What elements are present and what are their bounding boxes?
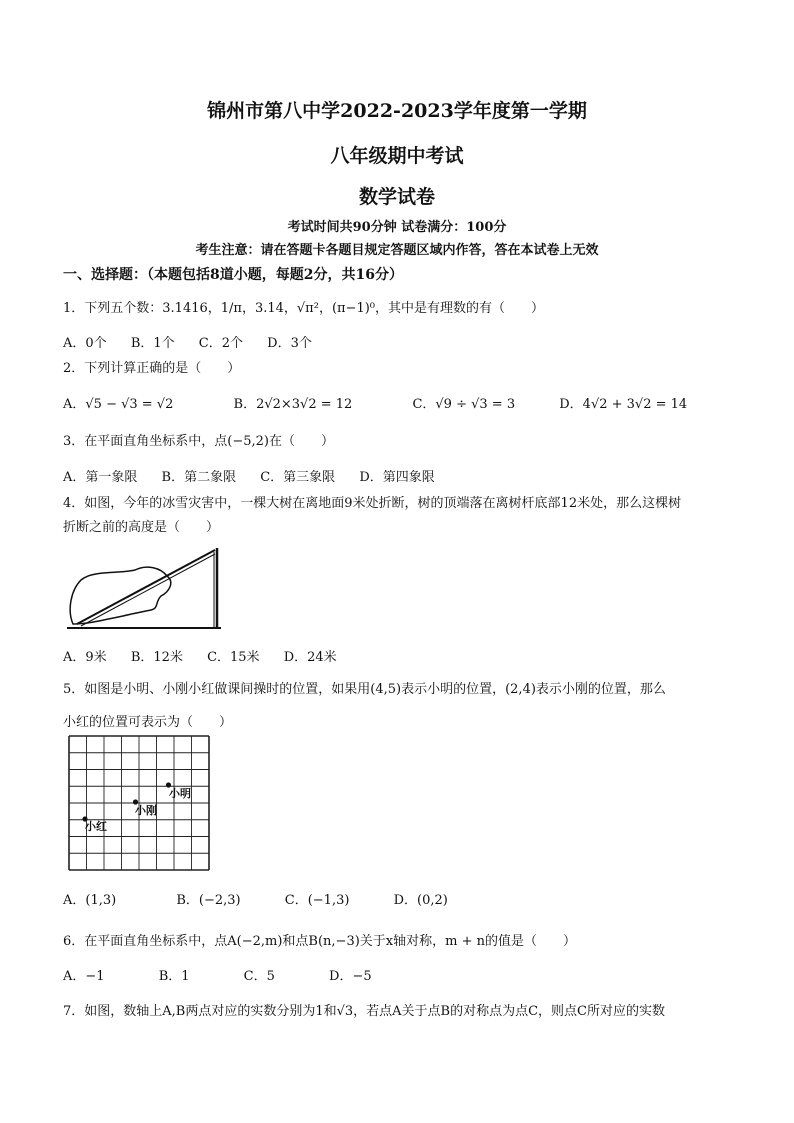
option-d: D．(0,2) xyxy=(393,893,448,908)
option-b: B．12米 xyxy=(130,650,183,665)
option-b: B．2√2×3√2 = 12 xyxy=(233,397,353,412)
option-c: C．5 xyxy=(243,969,275,984)
question-4-line1: 4．如图，今年的冰雪灾害中，一棵大树在离地面9米处折断，树的顶端落在离树杆底部12米处，那么这棵树 xyxy=(63,496,682,511)
question-2-options xyxy=(63,393,707,412)
section-heading: 一、选择题：（本题包括8道小题，每题2分，共16分） xyxy=(63,267,403,283)
question-5-line2: 小红的位置可表示为（ ） xyxy=(63,715,233,730)
xiaohong-label: 小红 xyxy=(85,820,107,833)
question-3-options xyxy=(63,466,455,485)
question-1-options xyxy=(63,332,332,351)
notice: 考生注意：请在答题卡各题目规定答题区域内作答，答在本试卷上无效 xyxy=(195,243,599,258)
exam-title: 八年级期中考试 xyxy=(330,145,464,167)
option-d: D．3个 xyxy=(267,336,312,351)
option-c: C．2个 xyxy=(198,336,243,351)
question-4-line2: 折断之前的高度是（ ） xyxy=(63,520,220,535)
option-d: D．24米 xyxy=(283,650,337,665)
option-b: B．1个 xyxy=(130,336,175,351)
time-info: 考试时间共90分钟 试卷满分：100分 xyxy=(287,220,507,235)
option-a: A．第一象限 xyxy=(63,470,138,485)
option-d: D．−5 xyxy=(329,969,372,984)
school-title: 锦州市第八中学2022-2023学年度第一学期 xyxy=(207,100,587,122)
broken-tree-figure xyxy=(63,540,228,636)
question-3: 3．在平面直角坐标系中，点(−5,2)在（ ） xyxy=(63,434,334,449)
position-grid-figure xyxy=(68,735,210,871)
option-c: C．(−1,3) xyxy=(284,893,350,908)
xiaoming-label: 小明 xyxy=(169,787,191,800)
option-b: B．第二象限 xyxy=(161,470,237,485)
option-c: C．第三象限 xyxy=(260,470,336,485)
option-d: D．4√2 + 3√2 = 14 xyxy=(559,397,688,412)
option-a: A．(1,3) xyxy=(63,893,117,908)
option-c: C．15米 xyxy=(207,650,260,665)
question-5-options xyxy=(63,889,468,908)
fallen-trunk xyxy=(77,550,215,624)
option-c: C．√9 ÷ √3 = 3 xyxy=(412,397,516,412)
option-b: B．(−2,3) xyxy=(176,893,241,908)
question-1: 1．下列五个数：3.1416，1/π，3.14，√π²，(π−1)⁰，其中是有理数的有（ ） xyxy=(63,301,545,316)
question-4-options xyxy=(63,646,357,665)
xiaogang-label: 小刚 xyxy=(135,804,157,817)
option-b: B．1 xyxy=(158,969,190,984)
subject-title: 数学试卷 xyxy=(358,186,435,208)
question-6: 6．在平面直角坐标系中，点A(−2,m)和点B(n,−3)关于x轴对称，m + n的值是（ ） xyxy=(63,934,576,949)
option-a: A．0个 xyxy=(63,336,107,351)
grid-lines xyxy=(69,736,209,870)
question-7: 7．如图，数轴上A,B两点对应的实数分别为1和√3，若点A关于点B的对称点为点C，则点C所对应的实数 xyxy=(63,1004,666,1019)
option-a: A．−1 xyxy=(63,969,105,984)
option-a: A．9米 xyxy=(63,650,107,665)
tree-crown xyxy=(70,567,171,624)
option-d: D．第四象限 xyxy=(359,470,435,485)
question-6-options xyxy=(63,965,392,984)
fallen-trunk-edge xyxy=(81,554,215,626)
question-2: 2．下列计算正确的是（ ） xyxy=(63,361,241,376)
question-5-line1: 5．如图是小明、小刚小红做课间操时的位置，如果用(4,5)表示小明的位置，(2,4)表示小刚的位置，那么 xyxy=(63,682,666,697)
option-a: A．√5 − √3 = √2 xyxy=(63,397,174,412)
